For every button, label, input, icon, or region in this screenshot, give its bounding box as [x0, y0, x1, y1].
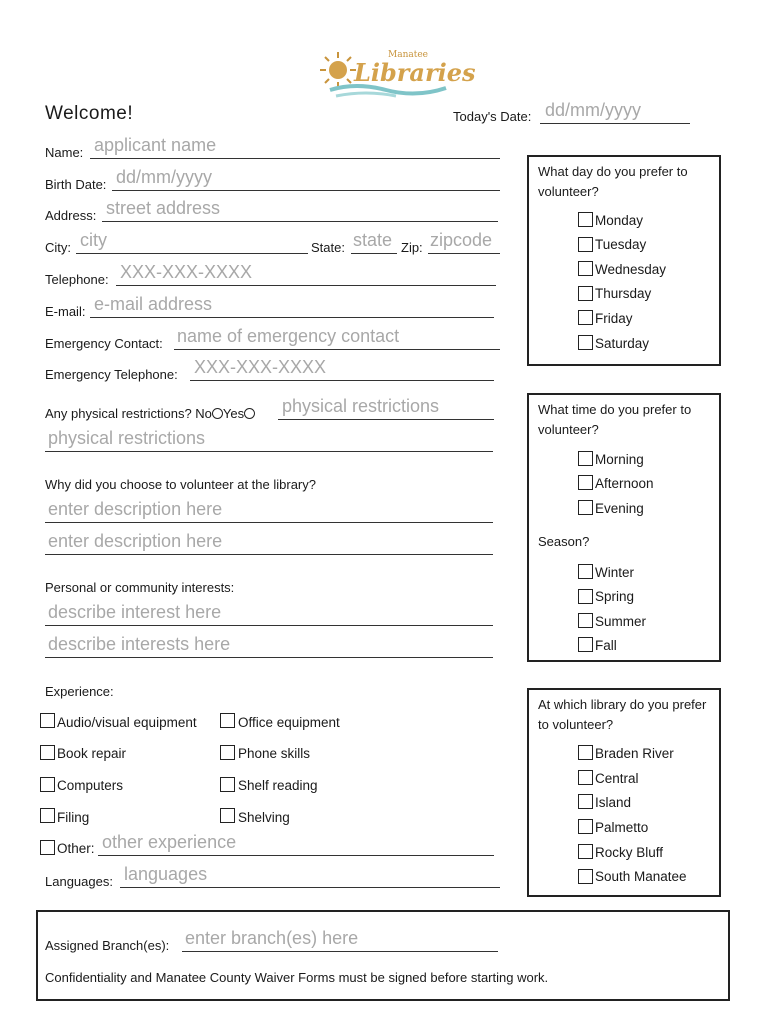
experience-option: Shelf reading — [238, 778, 318, 793]
emergency-contact-label: Emergency Contact: — [45, 336, 163, 351]
day-checkbox[interactable] — [578, 310, 593, 325]
interests-placeholder-2: describe interests here — [48, 634, 231, 654]
birth-date-placeholder: dd/mm/yyyy — [116, 167, 213, 187]
day-option: Monday — [595, 213, 644, 228]
day-checkbox[interactable] — [578, 212, 593, 227]
day-question: What day do you prefer to volunteer? — [538, 164, 688, 199]
experience-checkbox[interactable] — [220, 777, 235, 792]
library-option: Braden River — [595, 746, 674, 761]
time-checkbox[interactable] — [578, 500, 593, 515]
library-checkbox[interactable] — [578, 770, 593, 785]
library-option: Island — [595, 795, 632, 810]
experience-checkbox[interactable] — [40, 777, 55, 792]
languages-placeholder: languages — [124, 864, 208, 884]
season-option: Summer — [595, 614, 647, 629]
day-checkbox[interactable] — [578, 237, 593, 252]
experience-option: Audio/visual equipment — [57, 715, 197, 730]
day-checkbox[interactable] — [578, 286, 593, 301]
library-checkbox[interactable] — [578, 869, 593, 884]
welcome-heading: Welcome! — [45, 103, 134, 124]
address-label: Address: — [45, 208, 97, 223]
library-option: Rocky Bluff — [595, 845, 664, 860]
experience-checkbox[interactable] — [220, 745, 235, 760]
waiver-note: Confidentiality and Manatee County Waiver Forms must be signed before starting work. — [45, 970, 549, 985]
season-option: Fall — [595, 638, 617, 653]
experience-checkbox[interactable] — [40, 808, 55, 823]
other-placeholder: other experience — [102, 832, 237, 852]
name-label: Name: — [45, 145, 84, 160]
why-placeholder-1: enter description here — [48, 499, 223, 519]
time-question: What time do you prefer to volunteer? — [538, 402, 692, 437]
experience-checkbox[interactable] — [40, 745, 55, 760]
state-label: State: — [311, 240, 345, 255]
restrictions-label: Any physical restrictions? No Yes — [45, 406, 255, 421]
experience-option: Book repair — [57, 746, 127, 761]
why-label: Why did you choose to volunteer at the library? — [45, 477, 316, 492]
restrictions-placeholder-2: physical restrictions — [48, 428, 206, 448]
library-checkbox[interactable] — [578, 844, 593, 859]
time-checkbox[interactable] — [578, 451, 593, 466]
experience-checkbox[interactable] — [220, 713, 235, 728]
assignment-box — [36, 910, 730, 1001]
emergency-contact-placeholder: name of emergency contact — [177, 326, 400, 346]
telephone-placeholder: XXX-XXX-XXXX — [120, 262, 253, 282]
season-checkbox[interactable] — [578, 564, 593, 579]
restrictions-placeholder: physical restrictions — [282, 396, 440, 416]
telephone-label: Telephone: — [45, 272, 109, 287]
emergency-phone-label: Emergency Telephone: — [45, 367, 178, 382]
time-option: Evening — [595, 501, 644, 516]
assigned-branch-label: Assigned Branch(es): — [45, 938, 170, 953]
season-option: Spring — [595, 589, 635, 604]
season-checkbox[interactable] — [578, 613, 593, 628]
assigned-branch-placeholder: enter branch(es) here — [185, 928, 359, 948]
day-option: Thursday — [595, 286, 652, 301]
day-option: Tuesday — [595, 237, 647, 252]
why-placeholder-2: enter description here — [48, 531, 223, 551]
city-placeholder: city — [80, 230, 107, 250]
city-field[interactable] — [76, 236, 308, 254]
zip-placeholder: zipcode — [430, 230, 493, 250]
day-option: Friday — [595, 311, 633, 326]
todays-date-placeholder: dd/mm/yyyy — [545, 100, 642, 120]
sun-icon — [320, 52, 356, 88]
experience-label: Experience: — [45, 684, 114, 699]
interests-label: Personal or community interests: — [45, 580, 235, 595]
day-option: Saturday — [595, 336, 650, 351]
library-question: At which library do you prefer to volunteer? — [538, 697, 707, 732]
library-preference-box — [527, 688, 721, 897]
library-logo: Manatee Libraries — [316, 46, 456, 100]
experience-option: Filing — [57, 810, 90, 825]
email-placeholder: e-mail address — [94, 294, 213, 314]
day-preference-box — [527, 155, 721, 366]
season-label: Season? — [538, 534, 590, 549]
birth-date-label: Birth Date: — [45, 177, 107, 192]
time-option: Morning — [595, 452, 644, 467]
day-checkbox[interactable] — [578, 335, 593, 350]
library-option: Palmetto — [595, 820, 649, 835]
city-label: City: — [45, 240, 71, 255]
library-checkbox[interactable] — [578, 819, 593, 834]
library-option: South Manatee — [595, 869, 687, 884]
experience-option: Shelving — [238, 810, 290, 825]
todays-date-label: Today's Date: — [453, 109, 532, 124]
experience-option: Phone skills — [238, 746, 311, 761]
restrictions-yes-radio[interactable] — [244, 408, 255, 419]
experience-option: Computers — [57, 778, 124, 793]
experience-checkbox[interactable] — [40, 713, 55, 728]
name-placeholder: applicant name — [94, 135, 217, 155]
season-option: Winter — [595, 565, 635, 580]
state-placeholder: state — [353, 230, 393, 250]
other-checkbox[interactable] — [40, 840, 55, 855]
day-checkbox[interactable] — [578, 261, 593, 276]
time-option: Afternoon — [595, 476, 654, 491]
languages-label: Languages: — [45, 874, 113, 889]
time-checkbox[interactable] — [578, 475, 593, 490]
library-checkbox[interactable] — [578, 745, 593, 760]
address-placeholder: street address — [106, 198, 221, 218]
restrictions-no-radio[interactable] — [212, 408, 223, 419]
library-option: Central — [595, 771, 639, 786]
season-checkbox[interactable] — [578, 589, 593, 604]
day-option: Wednesday — [595, 262, 667, 277]
other-label: Other: — [57, 841, 95, 856]
zip-label: Zip: — [401, 240, 423, 255]
email-label: E-mail: — [45, 304, 86, 319]
experience-option: Office equipment — [238, 715, 340, 730]
season-checkbox[interactable] — [578, 637, 593, 652]
emergency-phone-placeholder: XXX-XXX-XXXX — [194, 357, 327, 377]
interests-placeholder-1: describe interest here — [48, 602, 222, 622]
library-checkbox[interactable] — [578, 794, 593, 809]
experience-checkbox[interactable] — [220, 808, 235, 823]
